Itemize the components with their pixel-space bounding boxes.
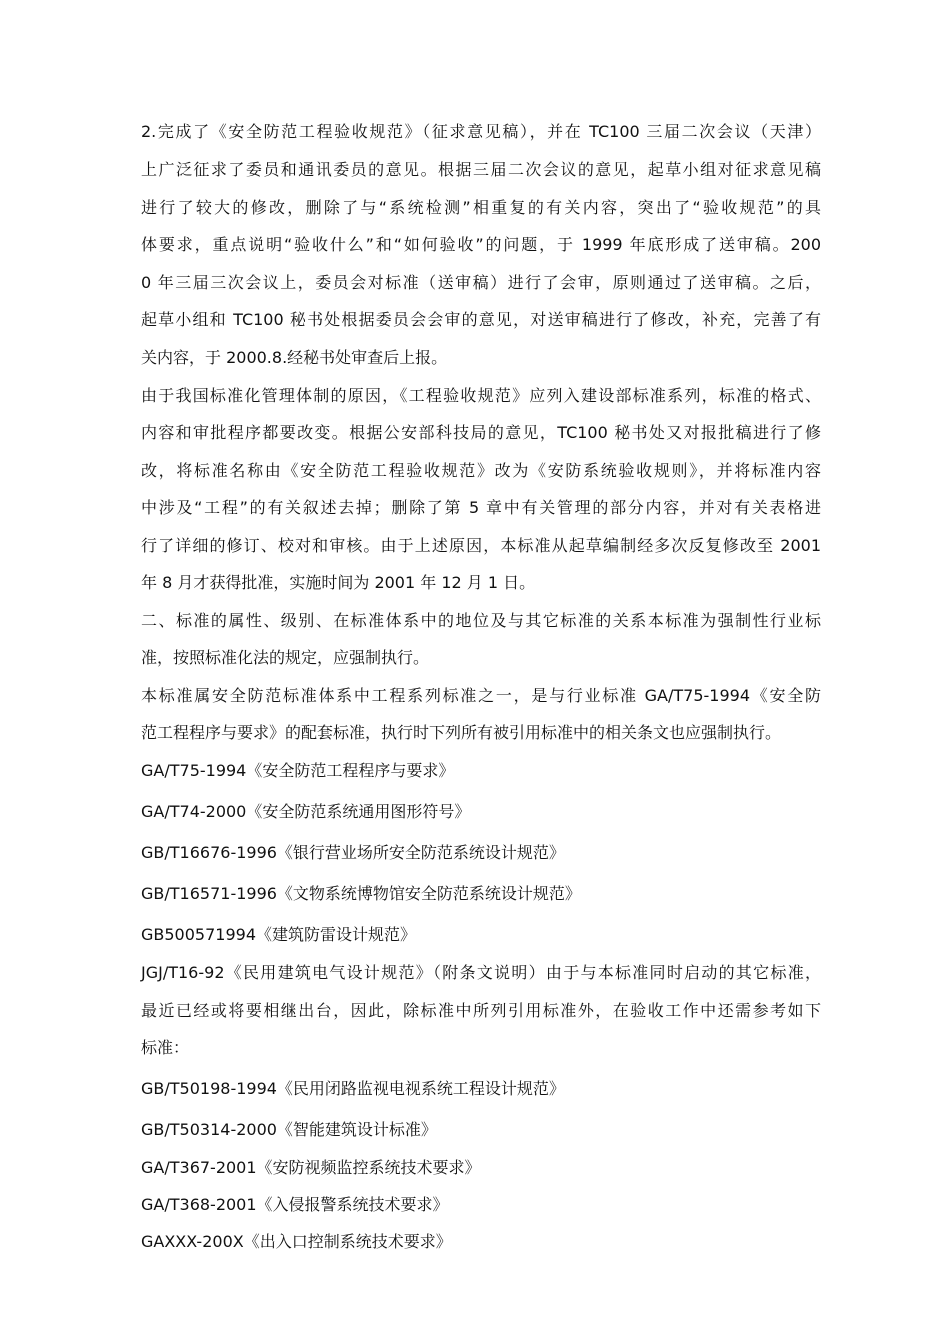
paragraph5-line: 标准：: [141, 1038, 190, 1057]
reference-standard-item: GAXXX-200X《出入口控制系统技术要求》: [141, 1232, 452, 1251]
reference-standard-item: GB/T50198-1994《民用闭路监视电视系统工程设计规范》: [141, 1079, 565, 1098]
reference-standard-item: GA/T367-2001《安防视频监控系统技术要求》: [141, 1158, 481, 1177]
referenced-standard-item: GB500571994《建筑防雷设计规范》: [141, 925, 416, 944]
paragraph2-line: 改，将标准名称由《安全防范工程验收规范》改为《安防系统验收规则》，并将标准内容: [141, 461, 821, 480]
paragraph1-line: 起草小组和 TC100 秘书处根据委员会会审的意见，对送审稿进行了修改，补充，完善了有: [141, 310, 821, 329]
referenced-standard-item: GB/T16676-1996《银行营业场所安全防范系统设计规范》: [141, 843, 565, 862]
paragraph1-line: 体要求，重点说明“验收什么”和“如何验收”的问题，于 1999 年底形成了送审稿。200: [141, 235, 821, 254]
reference-standard-item: GA/T368-2001《入侵报警系统技术要求》: [141, 1195, 449, 1214]
paragraph3-line: 准，按照标准化法的规定，应强制执行。: [141, 648, 430, 667]
paragraph5-line: 最近已经或将要相继出台，因此，除标准中所列引用标准外，在验收工作中还需参考如下: [141, 1001, 821, 1020]
paragraph1-line: 0 年三届三次会议上，委员会对标准（送审稿）进行了会审，原则通过了送审稿。之后，: [141, 273, 821, 292]
paragraph2-line: 行了详细的修订、校对和审核。由于上述原因，本标准从起草编制经多次反复修改至 2001: [141, 536, 821, 555]
paragraph2-line: 内容和审批程序都要改变。根据公安部科技局的意见，TC100 秘书处又对报批稿进行了修: [141, 423, 821, 442]
paragraph4-line: 范工程程序与要求》的配套标准，执行时下列所有被引用标准中的相关条文也应强制执行。: [141, 723, 782, 742]
reference-standard-item: GB/T50314-2000《智能建筑设计标准》: [141, 1120, 437, 1139]
paragraph2-line: 年 8 月才获得批准，实施时间为 2001 年 12 月 1 日。: [141, 573, 536, 592]
paragraph5-line: JGJ/T16-92《民用建筑电气设计规范》（附条文说明）由于与本标准同时启动的其它标准，: [141, 963, 821, 982]
paragraph2-line: 中涉及“工程”的有关叙述去掉；删除了第 5 章中有关管理的部分内容，并对有关表格进: [141, 498, 821, 517]
paragraph1-line: 进行了较大的修改，删除了与“系统检测”相重复的有关内容，突出了“验收规范”的具: [141, 198, 821, 217]
referenced-standard-item: GB/T16571-1996《文物系统博物馆安全防范系统设计规范》: [141, 884, 581, 903]
referenced-standard-item: GA/T74-2000《安全防范系统通用图形符号》: [141, 802, 471, 821]
paragraph1-line: 上广泛征求了委员和通讯委员的意见。根据三届二次会议的意见，起草小组对征求意见稿: [141, 160, 821, 179]
paragraph4-line: 本标准属安全防范标准体系中工程系列标准之一，是与行业标准 GA/T75-1994《安全防: [141, 686, 821, 705]
paragraph3-line: 二、标准的属性、级别、在标准体系中的地位及与其它标准的关系本标准为强制性行业标: [141, 611, 821, 630]
paragraph1-line: 关内容，于 2000.8.经秘书处审查后上报。: [141, 348, 448, 367]
referenced-standard-item: GA/T75-1994《安全防范工程程序与要求》: [141, 761, 455, 780]
paragraph1-line: 2.完成了《安全防范工程验收规范》（征求意见稿），并在 TC100 三届二次会议（天津）: [141, 122, 821, 141]
paragraph2-line: 由于我国标准化管理体制的原因，《工程验收规范》应列入建设部标准系列，标准的格式、: [141, 386, 821, 405]
